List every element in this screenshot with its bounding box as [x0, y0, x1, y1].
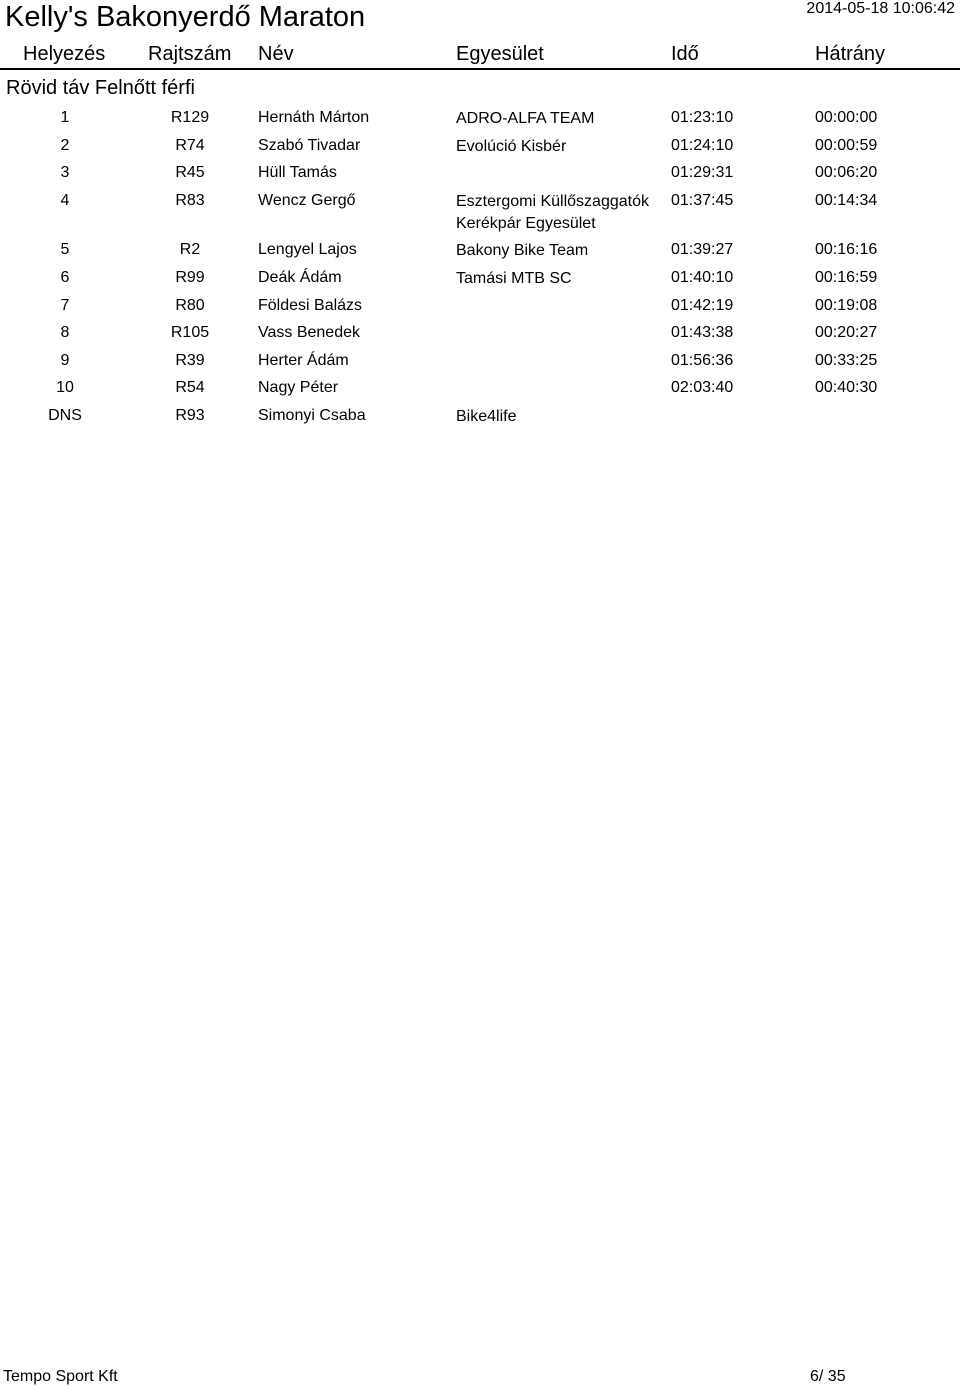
- place-cell: 6: [60, 268, 70, 286]
- place-cell: DNS: [48, 406, 82, 424]
- bib-cell: R105: [170, 324, 210, 342]
- time-cell: 01:29:31: [671, 164, 734, 182]
- name-cell: Simonyi Csaba: [258, 406, 366, 424]
- column-header-gap: Hátrány: [815, 43, 886, 65]
- column-header-club: Egyesület: [456, 43, 544, 65]
- bib-cell: R45: [175, 164, 205, 182]
- name-cell: Nagy Péter: [258, 379, 339, 397]
- time-cell: 02:03:40: [671, 379, 734, 397]
- table-row: [0, 136, 960, 164]
- gap-cell: 00:06:20: [815, 164, 878, 182]
- place-cell: 10: [56, 379, 74, 397]
- club-cell: Evolúció Kisbér: [456, 137, 567, 155]
- table-row: [0, 323, 960, 351]
- place-cell: 9: [60, 351, 70, 369]
- table-row: [0, 163, 960, 191]
- column-header-name: Név: [258, 43, 294, 65]
- table-row: [0, 191, 960, 241]
- name-cell: Hüll Tamás: [258, 164, 337, 182]
- bib-cell: R39: [175, 351, 205, 369]
- bib-cell: R54: [175, 379, 205, 397]
- column-header-time: Idő: [671, 43, 699, 65]
- bib-cell: R2: [179, 241, 201, 259]
- table-row: [0, 268, 960, 296]
- name-cell: Wencz Gergő: [258, 191, 356, 209]
- place-cell: 1: [60, 109, 70, 126]
- document-title: Kelly's Bakonyerdő Maraton: [5, 1, 366, 33]
- print-timestamp: 2014-05-18 10:06:42: [806, 0, 955, 17]
- bib-cell: R93: [175, 406, 205, 424]
- table-row: [0, 351, 960, 379]
- name-cell: Deák Ádám: [258, 268, 342, 286]
- name-cell: Herter Ádám: [258, 351, 349, 369]
- name-cell: Szabó Tivadar: [258, 136, 361, 154]
- results-table: [0, 108, 960, 434]
- bib-cell: R99: [175, 268, 205, 286]
- bib-cell: R74: [175, 136, 205, 154]
- time-cell: 01:43:38: [671, 324, 734, 342]
- gap-cell: 00:00:59: [815, 136, 878, 154]
- club-cell: Bike4life: [456, 407, 517, 425]
- gap-cell: 00:16:16: [815, 241, 878, 259]
- time-cell: 01:37:45: [671, 191, 734, 209]
- column-header-place: Helyezés: [23, 43, 106, 65]
- gap-cell: 00:20:27: [815, 324, 878, 342]
- name-cell: Hernáth Márton: [258, 109, 370, 126]
- club-cell: Bakony Bike Team: [456, 242, 589, 260]
- footer-page-number: 6/ 35: [810, 1368, 846, 1385]
- column-header-row: [0, 40, 960, 70]
- gap-cell: 00:40:30: [815, 379, 878, 397]
- time-cell: 01:23:10: [671, 109, 734, 126]
- bib-cell: R129: [170, 109, 210, 126]
- table-row: [0, 378, 960, 406]
- gap-cell: 00:19:08: [815, 296, 878, 314]
- table-row: [0, 108, 960, 136]
- name-cell: Lengyel Lajos: [258, 241, 357, 259]
- gap-cell: 00:33:25: [815, 351, 878, 369]
- table-row: [0, 406, 960, 434]
- place-cell: 2: [60, 136, 70, 154]
- place-cell: 4: [60, 191, 70, 209]
- category-title: Rövid táv Felnőtt férfi: [6, 77, 195, 99]
- place-cell: 5: [60, 241, 70, 259]
- bib-cell: R80: [175, 296, 205, 314]
- table-row: [0, 240, 960, 268]
- footer-company: Tempo Sport Kft: [3, 1368, 118, 1385]
- time-cell: 01:42:19: [671, 296, 734, 314]
- club-cell: Tamási MTB SC: [456, 269, 572, 287]
- name-cell: Vass Benedek: [258, 324, 360, 342]
- table-row: [0, 296, 960, 324]
- place-cell: 7: [60, 296, 70, 314]
- place-cell: 3: [60, 164, 70, 182]
- gap-cell: 00:14:34: [815, 191, 878, 209]
- name-cell: Földesi Balázs: [258, 296, 363, 314]
- time-cell: 01:40:10: [671, 268, 734, 286]
- bib-cell: R83: [175, 191, 205, 209]
- column-header-bib: Rajtszám: [148, 43, 232, 65]
- club-cell: ADRO-ALFA TEAM: [456, 110, 595, 127]
- time-cell: 01:24:10: [671, 136, 734, 154]
- time-cell: 01:56:36: [671, 351, 734, 369]
- club-cell: Esztergomi Küllőszaggatók Kerékpár Egyesület: [456, 192, 649, 232]
- gap-cell: 00:16:59: [815, 268, 878, 286]
- gap-cell: 00:00:00: [815, 109, 878, 126]
- time-cell: 01:39:27: [671, 241, 734, 259]
- place-cell: 8: [60, 324, 70, 342]
